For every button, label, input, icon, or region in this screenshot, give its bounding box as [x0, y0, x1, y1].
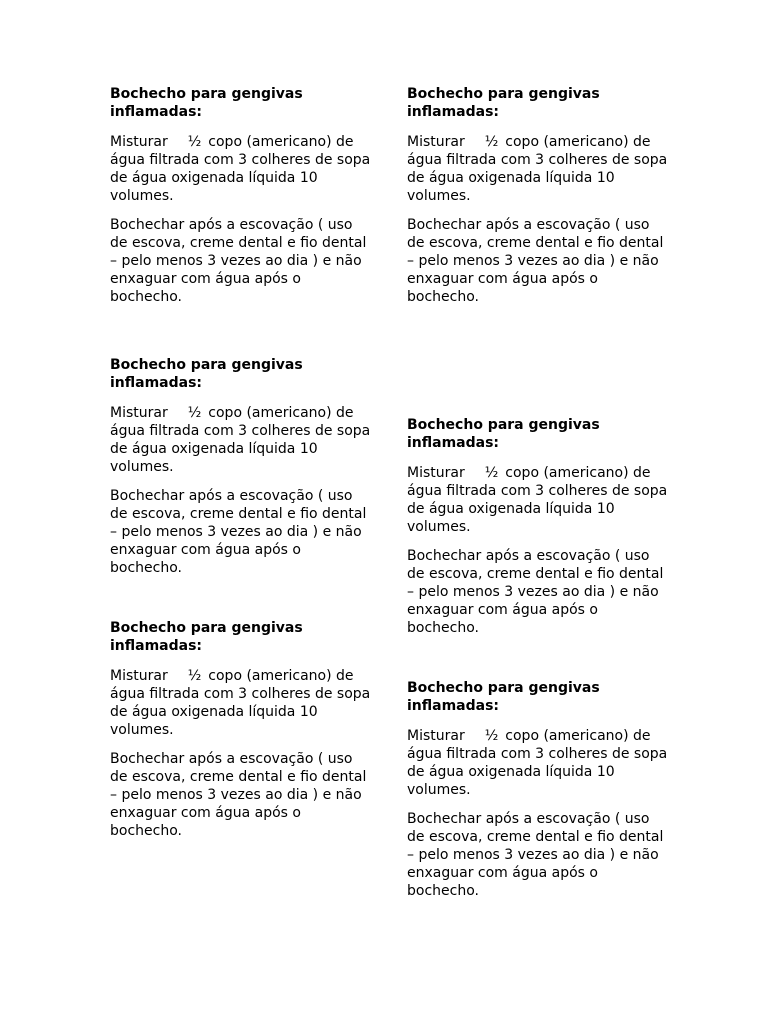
recipe-instructions	[110, 667, 372, 739]
mix-word: Misturar	[110, 668, 168, 684]
mix-details: copo (americano) de água filtrada com 3 colheres de sopa de água oxigenada líquida 10 volumes.	[110, 668, 371, 738]
recipe-block-left-1	[110, 85, 372, 306]
mix-details: copo (americano) de água filtrada com 3 colheres de sopa de água oxigenada líquida 10 volumes.	[407, 465, 668, 535]
half-fraction: ½	[187, 405, 202, 421]
recipe-block-left-3	[110, 619, 372, 840]
recipe-block-right-1	[407, 85, 669, 306]
recipe-title: Bochecho para gengivas inflamadas:	[110, 86, 303, 120]
recipe-instructions	[110, 404, 372, 476]
mix-word: Misturar	[110, 134, 168, 150]
recipe-title: Bochecho para gengivas inflamadas:	[110, 357, 303, 391]
half-fraction: ½	[484, 465, 499, 481]
recipe-title: Bochecho para gengivas inflamadas:	[110, 620, 303, 654]
half-fraction: ½	[484, 728, 499, 744]
mix-word: Misturar	[110, 405, 168, 421]
recipe-instructions	[110, 133, 372, 205]
recipe-usage: Bochechar após a escovação ( uso de escova, creme dental e fio dental – pelo menos 3 vezes ao dia ) e não enxaguar com água após o bochecho.	[110, 751, 367, 839]
mix-details: copo (americano) de água filtrada com 3 colheres de sopa de água oxigenada líquida 10 volumes.	[110, 134, 371, 204]
recipe-block-right-2	[407, 416, 669, 637]
recipe-instructions	[407, 727, 669, 799]
recipe-instructions	[407, 133, 669, 205]
half-fraction: ½	[187, 668, 202, 684]
recipe-usage: Bochechar após a escovação ( uso de escova, creme dental e fio dental – pelo menos 3 vezes ao dia ) e não enxaguar com água após o bochecho.	[407, 217, 664, 305]
recipe-title: Bochecho para gengivas inflamadas:	[407, 680, 600, 714]
mix-word: Misturar	[407, 728, 465, 744]
recipe-title: Bochecho para gengivas inflamadas:	[407, 417, 600, 451]
recipe-usage: Bochechar após a escovação ( uso de escova, creme dental e fio dental – pelo menos 3 vezes ao dia ) e não enxaguar com água após o bochecho.	[110, 488, 367, 576]
half-fraction: ½	[484, 134, 499, 150]
recipe-usage: Bochechar após a escovação ( uso de escova, creme dental e fio dental – pelo menos 3 vezes ao dia ) e não enxaguar com água após o bochecho.	[110, 217, 367, 305]
half-fraction: ½	[187, 134, 202, 150]
recipe-block-right-3	[407, 679, 669, 900]
recipe-title: Bochecho para gengivas inflamadas:	[407, 86, 600, 120]
mix-word: Misturar	[407, 465, 465, 481]
recipe-usage: Bochechar após a escovação ( uso de escova, creme dental e fio dental – pelo menos 3 vezes ao dia ) e não enxaguar com água após o bochecho.	[407, 811, 664, 899]
recipe-instructions	[407, 464, 669, 536]
recipe-usage: Bochechar após a escovação ( uso de escova, creme dental e fio dental – pelo menos 3 vezes ao dia ) e não enxaguar com água após o bochecho.	[407, 548, 664, 636]
mix-details: copo (americano) de água filtrada com 3 colheres de sopa de água oxigenada líquida 10 volumes.	[407, 134, 668, 204]
recipe-block-left-2	[110, 356, 372, 577]
mix-word: Misturar	[407, 134, 465, 150]
mix-details: copo (americano) de água filtrada com 3 colheres de sopa de água oxigenada líquida 10 volumes.	[407, 728, 668, 798]
mix-details: copo (americano) de água filtrada com 3 colheres de sopa de água oxigenada líquida 10 volumes.	[110, 405, 371, 475]
